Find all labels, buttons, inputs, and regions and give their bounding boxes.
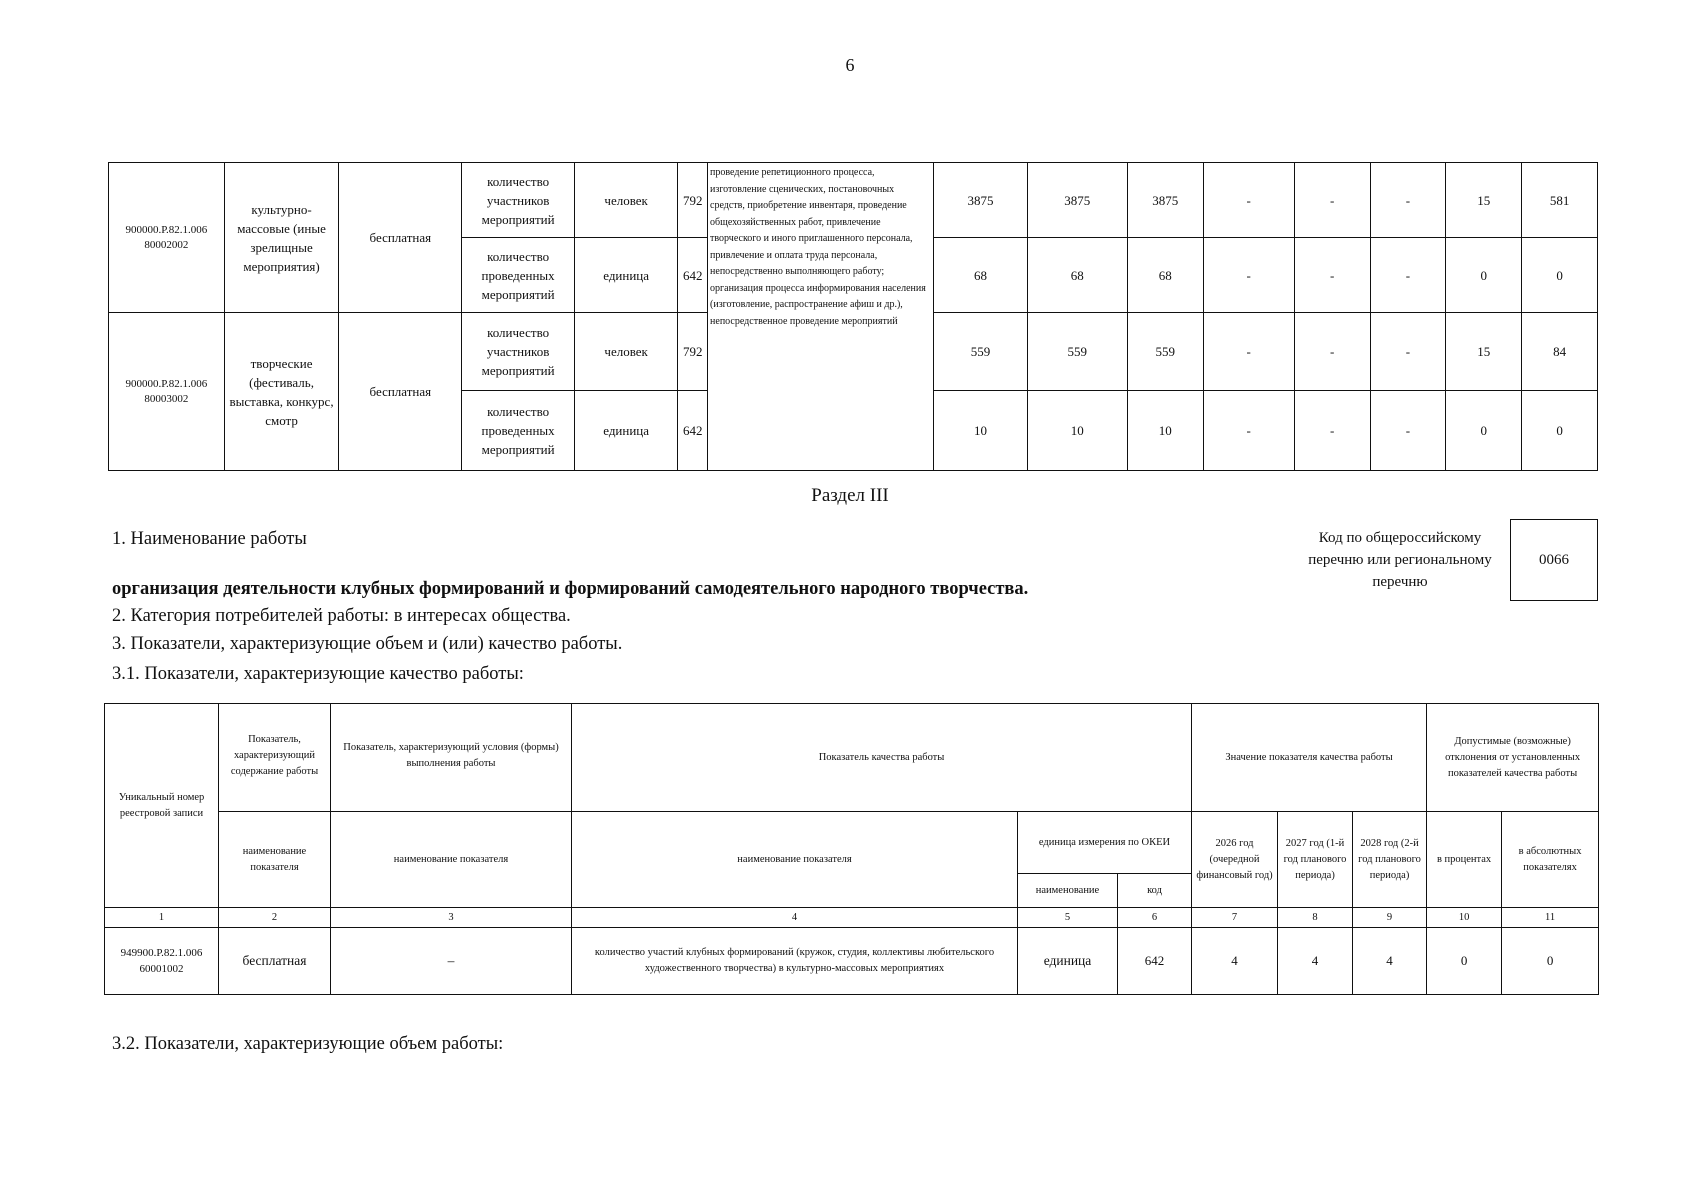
value-2026: 4 [1192,928,1278,995]
deviation-absolute: 0 [1522,238,1598,313]
unit-code: 792 [678,163,708,238]
header-registry-number: Уникальный номер реестровой записи [105,704,219,908]
value-2027: 4 [1278,928,1353,995]
quality-table [104,703,1599,995]
dash-cell: - [1294,313,1370,391]
dash-cell: - [1370,313,1446,391]
value-2028: 4 [1353,928,1427,995]
column-number: 1 [105,908,219,928]
column-number: 6 [1118,908,1192,928]
header-content-name: наименование показателя [219,812,331,908]
header-okei: единица измерения по ОКЕИ [1018,812,1192,874]
deviation-absolute: 0 [1522,391,1598,471]
deviation-absolute: 0 [1502,928,1599,995]
header-deviation: Допустимые (возможные) отклонения от установленных показателей качества работы [1427,704,1599,812]
indicator-name: количество участников мероприятий [462,313,575,391]
column-number: 9 [1353,908,1427,928]
value-2026: 68 [934,238,1027,313]
work-description: проведение репетиционного процесса, изготовление сценических, постановочных средств, приобретение инвентаря, проведение общехозяйственных работ, привлечение творческого и иного приглашенного персонала, привлечение и оплата труда персонала, непосредственно выполняющего работу; организация процесса информирования населения (изготовление, распространение афиш и др.), непосредственное проведение мероприятий [708,163,934,471]
header-condition: Показатель, характеризующий условия (формы) выполнения работы [331,704,572,812]
unit-name: единица [1018,928,1118,995]
value-2027: 559 [1027,313,1127,391]
registry-number: 900000.Р.82.1.006 80002002 [109,163,225,313]
dash-cell: - [1294,163,1370,238]
page-number: 6 [845,55,855,75]
code-label-line: Код по общероссийскому [1318,530,1482,546]
dash-cell: - [1294,391,1370,471]
header-2027: 2027 год (1-й год планового периода) [1278,812,1353,908]
value-2026: 3875 [934,163,1027,238]
dash-cell: - [1203,163,1294,238]
header-2028: 2028 год (2-й год планового периода) [1353,812,1427,908]
header-okei-name: наименование [1018,874,1118,908]
unit-name: единица [574,391,677,471]
header-percent: в процентах [1427,812,1502,908]
content-indicator: культурно-массовые (иные зрелищные мероприятия) [224,163,339,313]
value-2028: 559 [1127,313,1203,391]
column-number: 5 [1018,908,1118,928]
value-2028: 10 [1127,391,1203,471]
code-label-line: перечню [1372,574,1428,590]
indicator-name: количество участников мероприятий [462,163,575,238]
header-absolute: в абсолютных показателях [1502,812,1599,908]
registry-number: 949900.Р.82.1.006 60001002 [105,928,219,995]
header-condition-name: наименование показателя [331,812,572,908]
dash-cell: - [1203,238,1294,313]
quality-heading: 3.1. Показатели, характеризующие качество работы: [112,664,524,684]
unit-name: единица [574,238,677,313]
dash-cell: - [1294,238,1370,313]
value-2028: 3875 [1127,163,1203,238]
condition-indicator: бесплатная [339,163,462,313]
header-value: Значение показателя качества работы [1192,704,1427,812]
column-number: 10 [1427,908,1502,928]
deviation-percent: 15 [1446,313,1522,391]
value-2028: 68 [1127,238,1203,313]
column-number: 8 [1278,908,1353,928]
value-2027: 10 [1027,391,1127,471]
indicators-heading: 3. Показатели, характеризующие объем и (или) качество работы. [112,634,623,654]
dash-cell: - [1370,238,1446,313]
code-label-line: перечню или региональному [1308,552,1492,568]
deviation-percent: 0 [1427,928,1502,995]
unit-name: человек [574,313,677,391]
header-quality: Показатель качества работы [572,704,1192,812]
unit-code: 792 [678,313,708,391]
table-row [109,163,1598,238]
value-2027: 3875 [1027,163,1127,238]
condition-indicator: бесплатная [339,313,462,471]
code-box [1510,519,1598,601]
work-name-label: 1. Наименование работы [112,529,307,549]
condition-value: – [331,928,572,995]
indicator-name: количество проведенных мероприятий [462,238,575,313]
unit-name: человек [574,163,677,238]
column-number: 7 [1192,908,1278,928]
code-value: 0066 [1539,551,1569,568]
header-content: Показатель, характеризующий содержание работы [219,704,331,812]
content-value: бесплатная [219,928,331,995]
value-2026: 559 [934,313,1027,391]
column-number: 3 [331,908,572,928]
dash-cell: - [1203,391,1294,471]
deviation-absolute: 84 [1522,313,1598,391]
header-row [105,812,1599,874]
volume-table [108,162,1598,471]
deviation-absolute: 581 [1522,163,1598,238]
value-2026: 10 [934,391,1027,471]
unit-code: 642 [678,391,708,471]
column-number: 2 [219,908,331,928]
unit-code: 642 [1118,928,1192,995]
deviation-percent: 0 [1446,238,1522,313]
column-number: 4 [572,908,1018,928]
dash-cell: - [1370,163,1446,238]
dash-cell: - [1370,391,1446,471]
header-okei-code: код [1118,874,1192,908]
quality-indicator-name: количество участий клубных формирований (кружок, студия, коллективы любительского художественного творчества) в культурно-массовых мероприятиях [572,928,1018,995]
table-row [105,928,1599,995]
volume-heading: 3.2. Показатели, характеризующие объем работы: [112,1034,504,1054]
header-2026: 2026 год (очередной финансовый год) [1192,812,1278,908]
header-quality-name: наименование показателя [572,812,1018,908]
work-name: организация деятельности клубных формирований и формирований самодеятельного народного творчества. [112,579,1029,599]
content-indicator: творческие (фестиваль, выставка, конкурс, смотр [224,313,339,471]
section-title: Раздел III [811,485,889,506]
header-row [105,704,1599,812]
column-number-row [105,908,1599,928]
code-label [1265,527,1535,593]
deviation-percent: 15 [1446,163,1522,238]
deviation-percent: 0 [1446,391,1522,471]
unit-code: 642 [678,238,708,313]
registry-number: 900000.Р.82.1.006 80003002 [109,313,225,471]
column-number: 11 [1502,908,1599,928]
consumer-category: 2. Категория потребителей работы: в интересах общества. [112,606,571,626]
value-2027: 68 [1027,238,1127,313]
dash-cell: - [1203,313,1294,391]
indicator-name: количество проведенных мероприятий [462,391,575,471]
